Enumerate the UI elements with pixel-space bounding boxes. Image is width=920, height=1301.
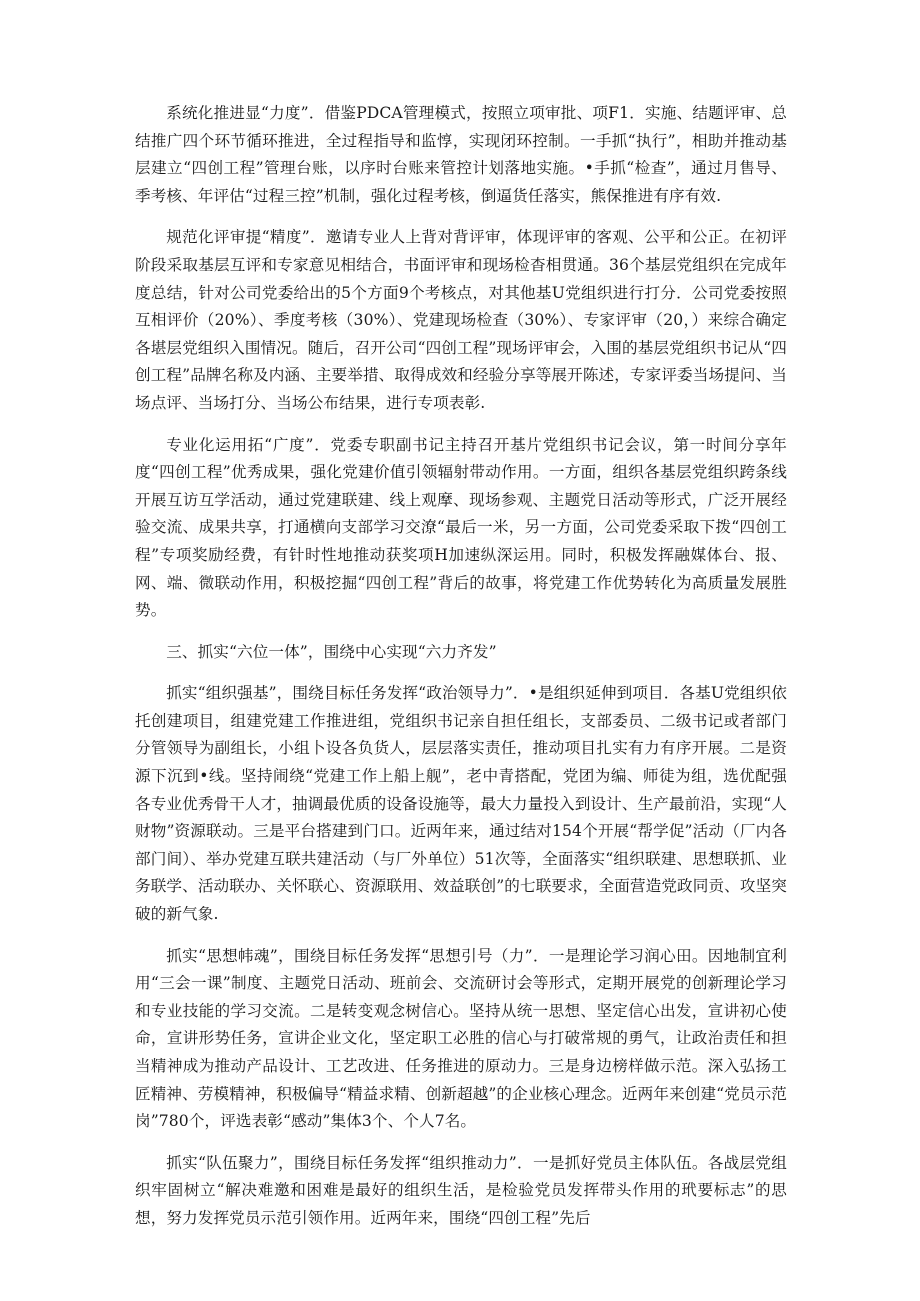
paragraph: 规范化评审提“精度”．邀请专业人上背对背评审，体现评审的客观、公平和公正。在初评阶段采取基层互评和专家意见相结合，书面评审和现场检杳相贯通。36个基层党组织在完成年度总结，针对公司党委给出的5个方面9个考核点，对其他基U党组织进行打分．公司党委按照互相评价（20%）、季度考核（30%）、党建现场检查（30%）、专家评审（20，）来综合确定各堪层党组织入围情况。随后，召开公司“四创工程”现场评审会，入围的基层党组织书记从“四创工程”品牌名称及内涵、主要举措、取得成效和经验分享等展开陈述，专家评委当场提问、当场点评、当场打分、当场公布结果，进行专项表彰. xyxy=(135,228,787,412)
paragraph: 抓实“组织强基”，围绕目标任务发挥“政治领导力”．•是组织延伸到项目．各基U党组织依托创建项目，组建党建工作推进组，党组织书记亲自担任组长，支部委员、二级书记或者部门分管领导为副组长，小组卜设各负货人，层层落实责任，推动项目扎实有力有序开展。二是资源下沉到•线。坚持闹绕“党建工作上船上舰”，老中青搭配，党团为编、师徒为组，选优配强各专业优秀骨干人才，抽调最优质的设备设施等，最大力量投入到设计、生产最前沿，实现“人财物”资源联动。三是平台搭建到门口。近两年来，通过结对154个开展“帮学促”活动（厂内各部门间）、举办党建互联共建活动（与厂外单位）51次等，全面落实“组织联建、思想联抓、业务联学、活动联办、关怀联心、资源联用、效益联创”的七联要求，全面营造党政同贡、攻坚突破的新气象. xyxy=(135,684,787,924)
section-heading: 三、抓实“六位一体”，围绕中心实现“六力齐发” xyxy=(166,642,497,661)
paragraph: 专业化运用拓“广度”．党委专职副书记主持召开基片党组织书记会议，第一时间分享年度“四创工程”优秀成果，强化党建价值引领辐射带动作用。一方面，组织各基层党组织跨条线开展互访互学活动，通过党建联建、线上观摩、现场参观、主题党日活动等形式，广泛开展经验交流、成果共享，打通横向支部学习交潦“最后一米，另一方面，公司党委采取下拨“四创工程”专项奖励经费，有针时性地推动获奖项H加速纵深运用。同时，积极发挥融媒体台、报、网、端、微联动作用，积极挖掘“四创工程”背后的故事，将党建工作优势转化为高质量发展胜势。 xyxy=(135,435,787,620)
paragraph: 抓实“思想帏魂”，围绕目标任务发挥“思想引号（力”．一是理论学习润心田。因地制宜利用“三会一课”制度、主题党日活动、班前会、交流研讨会等形式，定期开展党的创新理论学习和专业技能的学习交流。二是转变观念树信心。坚持从统一思想、坚定信心出发，宣讲初心使命，宣讲形势任务，宣讲企业文化，坚定职工必胜的信心与打破常规的勇气，让政治责任和担当精神成为推动产品设计、工艺改进、任务推进的原动力。三是身边榜样做示范。深入弘扬工匠精神、劳模精神，积极偏导“精益求精、创新超越”的企业核心理念。近两年来创建“党员示范岗”780个，评选表彰“感动”集体3个、个人7名。 xyxy=(135,946,787,1131)
paragraph: 抓实“队伍聚力”，围绕目标任务发挥“组织推动力”．一是抓好党员主体队伍。各战层党组织牢固树立“解决难邀和困难是最好的组织生活，是检验党员发挥带头作用的玳要标志”的思想，努力发挥党员示范引领作用。近两年来，围绕“四创工程”先后 xyxy=(135,1153,787,1227)
document-body xyxy=(135,100,787,1247)
paragraph: 系统化推进显“力度”．借鉴PDCA管理模式，按照立项审批、项F1．实施、结题评审、总结推广四个环节循环推进，全过程指导和监惇，实现闭环控制。一手抓“执行”，相助并推动基层建立“四创工程”管理台账，以序时台账来管控计划落地实施。•手抓“检查”，通过月售导、季考核、年评估“过程三控”机制，强化过程考核，倒逼货任落实，熊保推进有序有效. xyxy=(135,104,787,205)
